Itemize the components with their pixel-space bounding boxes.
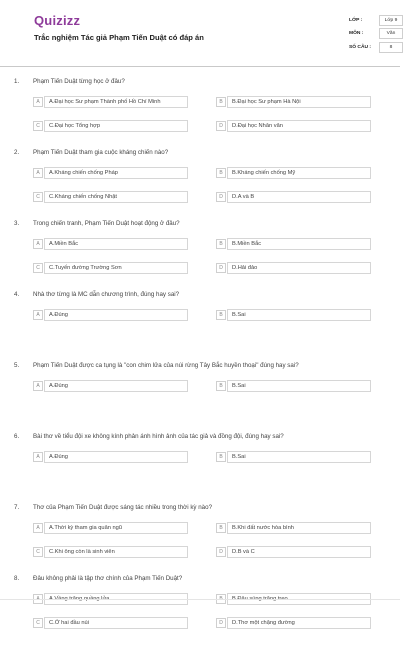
question-text: Phạm Tiến Duật tham gia cuộc kháng chiến nào? xyxy=(33,149,169,156)
question-text: Bài thơ về tiểu đội xe không kính phản ánh hình ảnh của tác giả và đồng đội, đúng hay sai? xyxy=(33,433,284,440)
question-text: Thơ của Phạm Tiến Duật được sáng tác nhiều trong thời kỳ nào? xyxy=(33,504,213,511)
answer-option-d[interactable] xyxy=(216,191,371,203)
question-text: Phạm Tiến Duật từng học ở đâu? xyxy=(33,78,125,85)
option-text: D.Thơ một chặng đường xyxy=(227,617,371,629)
question-text: Nhà thơ từng là MC dẫn chương trình, đúng hay sai? xyxy=(33,291,180,298)
meta-row-count xyxy=(349,41,403,54)
option-text: A.Đúng xyxy=(44,451,188,463)
question-number: 4. xyxy=(14,291,20,298)
option-letter: B xyxy=(216,452,226,462)
question-4 xyxy=(0,291,400,362)
option-letter: A xyxy=(33,239,43,249)
answer-option-c[interactable] xyxy=(33,546,188,558)
answer-option-b[interactable] xyxy=(216,380,371,392)
option-text: A.Kháng chiến chống Pháp xyxy=(44,167,188,179)
answer-option-a[interactable] xyxy=(33,451,188,463)
answer-option-b[interactable] xyxy=(216,96,371,108)
option-text: D.Đại học Nhân văn xyxy=(227,120,371,132)
option-letter: D xyxy=(216,547,226,557)
question-text: Phạm Tiến Duật được ca tụng là "con chim lửa của núi rừng Tây Bắc huyền thoại" đúng hay sai? xyxy=(33,362,299,369)
option-letter: B xyxy=(216,310,226,320)
answer-option-a[interactable] xyxy=(33,96,188,108)
worksheet-title: Trắc nghiệm Tác giả Phạm Tiến Duật có đáp án xyxy=(34,33,204,42)
option-text: B.Sai xyxy=(227,380,371,392)
meta-label: SỐ CÂU : xyxy=(349,44,372,50)
option-letter: D xyxy=(216,192,226,202)
option-letter: C xyxy=(33,192,43,202)
option-letter: D xyxy=(216,121,226,131)
meta-row-grade xyxy=(349,14,403,27)
option-letter: B xyxy=(216,523,226,533)
quizizz-logo: Quizizz xyxy=(34,13,81,28)
question-number: 2. xyxy=(14,149,20,156)
answer-option-b[interactable] xyxy=(216,309,371,321)
answer-option-b[interactable] xyxy=(216,451,371,463)
meta-value: 8 xyxy=(379,42,403,53)
option-letter: C xyxy=(33,618,43,628)
meta-value: Lớp 9 xyxy=(379,15,403,26)
answer-option-b[interactable] xyxy=(216,238,371,250)
option-text: C.Kháng chiến chống Nhật xyxy=(44,191,188,203)
answer-option-a[interactable] xyxy=(33,238,188,250)
answer-option-c[interactable] xyxy=(33,191,188,203)
question-3 xyxy=(0,220,400,291)
option-text: B.Đại học Sư phạm Hà Nội xyxy=(227,96,371,108)
answer-option-c[interactable] xyxy=(33,120,188,132)
option-text: B.Sai xyxy=(227,309,371,321)
option-letter: B xyxy=(216,381,226,391)
meta-row-subject xyxy=(349,28,403,41)
answer-option-d[interactable] xyxy=(216,546,371,558)
question-text: Trong chiến tranh, Phạm Tiến Duật hoạt động ở đâu? xyxy=(33,220,180,227)
option-letter: C xyxy=(33,121,43,131)
option-letter: B xyxy=(216,168,226,178)
question-8 xyxy=(0,575,400,646)
option-letter: A xyxy=(33,97,43,107)
option-text: A.Đúng xyxy=(44,380,188,392)
option-text: B.Kháng chiến chống Mỹ xyxy=(227,167,371,179)
option-text: D.A và B xyxy=(227,191,371,203)
question-number: 5. xyxy=(14,362,20,369)
page-bottom-border xyxy=(0,599,400,600)
question-7 xyxy=(0,504,400,575)
answer-option-a[interactable] xyxy=(33,380,188,392)
answer-option-a[interactable] xyxy=(33,522,188,534)
answer-option-b[interactable] xyxy=(216,167,371,179)
option-text: C.Đại học Tổng hợp xyxy=(44,120,188,132)
option-letter: D xyxy=(216,618,226,628)
option-text: C.Ở hai đầu núi xyxy=(44,617,188,629)
option-letter: A xyxy=(33,523,43,533)
question-number: 3. xyxy=(14,220,20,227)
answer-option-d[interactable] xyxy=(216,262,371,274)
option-text: B.Sai xyxy=(227,451,371,463)
option-letter: B xyxy=(216,239,226,249)
option-text: D.B và C xyxy=(227,546,371,558)
option-text: D.Hải đảo xyxy=(227,262,371,274)
worksheet-header xyxy=(17,0,398,62)
question-list xyxy=(0,78,400,646)
answer-option-a[interactable] xyxy=(33,167,188,179)
header-divider xyxy=(0,66,400,67)
answer-option-d[interactable] xyxy=(216,617,371,629)
option-text: A.Đúng xyxy=(44,309,188,321)
question-number: 8. xyxy=(14,575,20,582)
meta-label: MÔN : xyxy=(349,31,364,37)
option-letter: A xyxy=(33,310,43,320)
question-2 xyxy=(0,149,400,220)
question-text: Đâu không phải là tập thơ chính của Phạm Tiến Duật? xyxy=(33,575,183,582)
option-text: B.Miền Bắc xyxy=(227,238,371,250)
answer-option-a[interactable] xyxy=(33,309,188,321)
question-number: 1. xyxy=(14,78,20,85)
option-text: A.Thời kỳ tham gia quân ngũ xyxy=(44,522,188,534)
answer-option-b[interactable] xyxy=(216,522,371,534)
option-text: A.Đại học Sư phạm Thành phố Hồ Chí Minh xyxy=(44,96,188,108)
meta-label: LỚP : xyxy=(349,17,363,23)
option-letter: B xyxy=(216,97,226,107)
option-letter: D xyxy=(216,263,226,273)
option-text: C.Khi ông còn là sinh viên xyxy=(44,546,188,558)
question-number: 6. xyxy=(14,433,20,440)
option-letter: A xyxy=(33,168,43,178)
meta-value: Văn xyxy=(379,28,403,39)
worksheet-meta xyxy=(349,14,403,55)
option-letter: C xyxy=(33,263,43,273)
option-letter: C xyxy=(33,547,43,557)
option-letter: A xyxy=(33,381,43,391)
option-letter: A xyxy=(33,452,43,462)
answer-option-c[interactable] xyxy=(33,617,188,629)
question-5 xyxy=(0,362,400,433)
question-6 xyxy=(0,433,400,504)
option-text: B.Khi đất nước hòa bình xyxy=(227,522,371,534)
answer-option-c[interactable] xyxy=(33,262,188,274)
option-text: C.Tuyến đường Trường Sơn xyxy=(44,262,188,274)
option-text: A.Miền Bắc xyxy=(44,238,188,250)
answer-option-d[interactable] xyxy=(216,120,371,132)
question-number: 7. xyxy=(14,504,20,511)
question-1 xyxy=(0,78,400,149)
